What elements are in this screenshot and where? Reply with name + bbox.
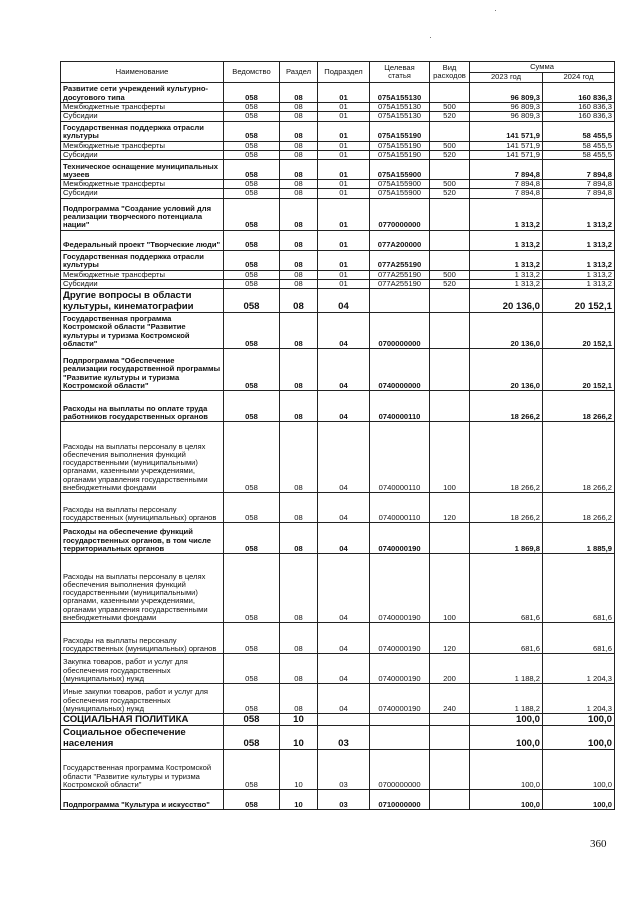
cell-razdel: 10 (280, 714, 318, 726)
cell-target-article: 077А255190 (370, 280, 430, 289)
cell-podrazdel: 04 (318, 422, 370, 493)
cell-razdel: 08 (280, 623, 318, 654)
cell-expense-type: 120 (430, 493, 470, 523)
cell-razdel: 08 (280, 121, 318, 141)
table-row (61, 103, 615, 112)
cell-vedomstvo: 058 (224, 493, 280, 523)
cell-name: Другие вопросы в области культуры, кинематографии (61, 289, 224, 313)
cell-sum-2024: 7 894,8 (543, 160, 615, 180)
cell-target-article: 0700000000 (370, 750, 430, 790)
cell-podrazdel: 03 (318, 726, 370, 750)
cell-sum-2023: 96 809,3 (470, 83, 543, 103)
cell-podrazdel: 01 (318, 280, 370, 289)
table-row (61, 684, 615, 714)
cell-sum-2024: 100,0 (543, 750, 615, 790)
cell-vedomstvo: 058 (224, 250, 280, 270)
cell-target-article: 075А155190 (370, 141, 430, 150)
cell-sum-2023: 100,0 (470, 750, 543, 790)
cell-name: Межбюджетные трансферты (61, 141, 224, 150)
header-year-2023: 2023 год (470, 73, 543, 83)
cell-name: СОЦИАЛЬНАЯ ПОЛИТИКА (61, 714, 224, 726)
cell-vedomstvo: 058 (224, 313, 280, 349)
cell-podrazdel: 04 (318, 684, 370, 714)
cell-razdel: 08 (280, 280, 318, 289)
cell-razdel: 08 (280, 83, 318, 103)
cell-razdel: 10 (280, 726, 318, 750)
cell-razdel: 08 (280, 313, 318, 349)
cell-podrazdel: 03 (318, 790, 370, 810)
cell-name: Закупка товаров, работ и услуг для обеспечения государственных (муниципальных) нужд (61, 654, 224, 684)
cell-sum-2024: 58 455,5 (543, 121, 615, 141)
cell-expense-type (430, 790, 470, 810)
cell-sum-2024: 7 894,8 (543, 180, 615, 189)
cell-vedomstvo: 058 (224, 270, 280, 279)
cell-target-article: 075А155130 (370, 112, 430, 121)
cell-razdel: 08 (280, 523, 318, 554)
cell-vedomstvo: 058 (224, 180, 280, 189)
cell-vedomstvo: 058 (224, 289, 280, 313)
cell-podrazdel: 04 (318, 349, 370, 391)
cell-sum-2024: 7 894,8 (543, 189, 615, 198)
cell-expense-type (430, 83, 470, 103)
cell-vedomstvo: 058 (224, 280, 280, 289)
cell-podrazdel: 04 (318, 391, 370, 422)
cell-name: Подпрограмма "Обеспечение реализации государственной программы "Развитие культуры и туризма Костромской области" (61, 349, 224, 391)
cell-sum-2023: 20 136,0 (470, 313, 543, 349)
cell-sum-2024: 681,6 (543, 554, 615, 623)
table-row (61, 83, 615, 103)
cell-sum-2024: 1 204,3 (543, 684, 615, 714)
cell-name: Подпрограмма "Создание условий для реализации творческого потенциала нации" (61, 198, 224, 230)
cell-target-article: 0740000110 (370, 422, 430, 493)
cell-target-article: 0740000190 (370, 654, 430, 684)
cell-target-article: 077А255190 (370, 250, 430, 270)
cell-target-article: 0740000110 (370, 493, 430, 523)
cell-expense-type (430, 121, 470, 141)
cell-sum-2023: 20 136,0 (470, 289, 543, 313)
cell-expense-type: 240 (430, 684, 470, 714)
cell-razdel: 08 (280, 189, 318, 198)
cell-sum-2023: 1 313,2 (470, 198, 543, 230)
cell-razdel: 08 (280, 349, 318, 391)
table-row (61, 112, 615, 121)
table-row (61, 289, 615, 313)
cell-target-article: 0740000110 (370, 391, 430, 422)
cell-name: Социальное обеспечение населения (61, 726, 224, 750)
header-target-article: Целевая статья (370, 62, 430, 83)
table-row (61, 280, 615, 289)
cell-name: Субсидии (61, 189, 224, 198)
cell-sum-2024: 160 836,3 (543, 112, 615, 121)
header-name: Наименование (61, 62, 224, 83)
cell-target-article (370, 714, 430, 726)
table-row (61, 714, 615, 726)
cell-vedomstvo: 058 (224, 684, 280, 714)
cell-podrazdel: 04 (318, 493, 370, 523)
cell-target-article: 0770000000 (370, 198, 430, 230)
cell-podrazdel: 01 (318, 230, 370, 250)
cell-podrazdel: 01 (318, 189, 370, 198)
cell-vedomstvo: 058 (224, 422, 280, 493)
header-sum: Сумма (470, 62, 615, 73)
cell-sum-2024: 1 313,2 (543, 280, 615, 289)
cell-name: Межбюджетные трансферты (61, 180, 224, 189)
cell-expense-type: 100 (430, 422, 470, 493)
table-row (61, 160, 615, 180)
cell-vedomstvo: 058 (224, 750, 280, 790)
cell-expense-type (430, 250, 470, 270)
cell-target-article: 0740000000 (370, 349, 430, 391)
cell-sum-2023: 1 869,8 (470, 523, 543, 554)
cell-target-article (370, 726, 430, 750)
cell-razdel: 08 (280, 391, 318, 422)
cell-expense-type (430, 726, 470, 750)
cell-name: Иные закупки товаров, работ и услуг для обеспечения государственных (муниципальных) нужд (61, 684, 224, 714)
cell-target-article: 0710000000 (370, 790, 430, 810)
cell-razdel: 10 (280, 750, 318, 790)
cell-podrazdel: 01 (318, 112, 370, 121)
cell-vedomstvo: 058 (224, 103, 280, 112)
cell-vedomstvo: 058 (224, 198, 280, 230)
cell-name: Федеральный проект "Творческие люди" (61, 230, 224, 250)
cell-sum-2023: 141 571,9 (470, 121, 543, 141)
cell-sum-2023: 141 571,9 (470, 141, 543, 150)
cell-target-article: 075А155190 (370, 150, 430, 159)
cell-name: Субсидии (61, 150, 224, 159)
cell-sum-2024: 1 204,3 (543, 654, 615, 684)
cell-vedomstvo: 058 (224, 654, 280, 684)
cell-expense-type: 500 (430, 270, 470, 279)
cell-target-article: 075А155900 (370, 180, 430, 189)
cell-vedomstvo: 058 (224, 230, 280, 250)
cell-sum-2023: 100,0 (470, 726, 543, 750)
cell-podrazdel: 04 (318, 523, 370, 554)
cell-name: Государственная поддержка отрасли культуры (61, 121, 224, 141)
page-number: 360 (590, 838, 607, 850)
cell-podrazdel: 01 (318, 103, 370, 112)
cell-sum-2024: 20 152,1 (543, 313, 615, 349)
table-row (61, 422, 615, 493)
cell-expense-type (430, 289, 470, 313)
table-row (61, 349, 615, 391)
cell-vedomstvo: 058 (224, 554, 280, 623)
cell-target-article: 075А155130 (370, 103, 430, 112)
cell-target-article: 0700000000 (370, 313, 430, 349)
table-row (61, 750, 615, 790)
table-row (61, 189, 615, 198)
cell-sum-2024: 18 266,2 (543, 391, 615, 422)
cell-razdel: 08 (280, 150, 318, 159)
cell-podrazdel: 01 (318, 160, 370, 180)
cell-target-article (370, 289, 430, 313)
cell-vedomstvo: 058 (224, 150, 280, 159)
cell-vedomstvo: 058 (224, 523, 280, 554)
cell-name: Техническое оснащение муниципальных музеев (61, 160, 224, 180)
cell-razdel: 08 (280, 493, 318, 523)
table-row (61, 141, 615, 150)
cell-sum-2023: 1 313,2 (470, 270, 543, 279)
cell-vedomstvo: 058 (224, 391, 280, 422)
table-row (61, 198, 615, 230)
cell-expense-type: 500 (430, 103, 470, 112)
cell-podrazdel: 04 (318, 654, 370, 684)
cell-razdel: 08 (280, 654, 318, 684)
cell-podrazdel (318, 714, 370, 726)
cell-name: Расходы на выплаты персоналу государственных (муниципальных) органов (61, 493, 224, 523)
cell-razdel: 08 (280, 180, 318, 189)
cell-name: Расходы на выплаты персоналу в целях обеспечения выполнения функций государственными (муниципальными) органами, казенными учреждениями, органами управления государственными внебюджетными фондами (61, 422, 224, 493)
table-row (61, 523, 615, 554)
cell-sum-2024: 681,6 (543, 623, 615, 654)
cell-expense-type (430, 391, 470, 422)
cell-vedomstvo: 058 (224, 83, 280, 103)
cell-razdel: 08 (280, 554, 318, 623)
cell-vedomstvo: 058 (224, 726, 280, 750)
cell-name: Государственная поддержка отрасли культуры (61, 250, 224, 270)
cell-name: Субсидии (61, 112, 224, 121)
cell-expense-type (430, 714, 470, 726)
table-row (61, 230, 615, 250)
cell-sum-2023: 20 136,0 (470, 349, 543, 391)
cell-sum-2024: 160 836,3 (543, 83, 615, 103)
cell-podrazdel: 01 (318, 198, 370, 230)
cell-sum-2023: 1 188,2 (470, 654, 543, 684)
header-podrazdel: Подраздел (318, 62, 370, 83)
cell-podrazdel: 04 (318, 623, 370, 654)
table-row (61, 493, 615, 523)
cell-vedomstvo: 058 (224, 790, 280, 810)
budget-table (60, 61, 615, 810)
cell-sum-2023: 681,6 (470, 623, 543, 654)
cell-target-article: 0740000190 (370, 523, 430, 554)
cell-expense-type: 520 (430, 112, 470, 121)
cell-target-article: 077А200000 (370, 230, 430, 250)
cell-sum-2023: 100,0 (470, 714, 543, 726)
cell-razdel: 08 (280, 684, 318, 714)
cell-expense-type: 200 (430, 654, 470, 684)
cell-target-article: 0740000190 (370, 684, 430, 714)
cell-sum-2023: 7 894,8 (470, 189, 543, 198)
header-expense-type: Вид расходов (430, 62, 470, 83)
cell-sum-2023: 100,0 (470, 790, 543, 810)
table-row (61, 180, 615, 189)
cell-sum-2023: 7 894,8 (470, 160, 543, 180)
cell-vedomstvo: 058 (224, 141, 280, 150)
cell-sum-2023: 1 313,2 (470, 230, 543, 250)
cell-name: Межбюджетные трансферты (61, 270, 224, 279)
cell-name: Государственная программа Костромской области "Развитие культуры и туризма Костромской области" (61, 313, 224, 349)
cell-vedomstvo: 058 (224, 349, 280, 391)
cell-name: Подпрограмма "Культура и искусство" (61, 790, 224, 810)
header-razdel: Раздел (280, 62, 318, 83)
cell-sum-2024: 1 313,2 (543, 230, 615, 250)
cell-sum-2024: 100,0 (543, 790, 615, 810)
cell-vedomstvo: 058 (224, 714, 280, 726)
cell-name: Государственная программа Костромской области "Развитие культуры и туризма Костромской области" (61, 750, 224, 790)
cell-razdel: 08 (280, 230, 318, 250)
cell-sum-2024: 18 266,2 (543, 493, 615, 523)
cell-expense-type: 100 (430, 554, 470, 623)
cell-sum-2023: 18 266,2 (470, 422, 543, 493)
header-vedomstvo: Ведомство (224, 62, 280, 83)
table-row (61, 250, 615, 270)
cell-sum-2023: 7 894,8 (470, 180, 543, 189)
cell-name: Расходы на выплаты персоналу в целях обеспечения выполнения функций государственными (муниципальными) органами, казенными учреждениями, органами управления государственными внебюджетными фондами (61, 554, 224, 623)
cell-podrazdel: 01 (318, 250, 370, 270)
cell-name: Межбюджетные трансферты (61, 103, 224, 112)
cell-name: Субсидии (61, 280, 224, 289)
cell-sum-2024: 18 266,2 (543, 422, 615, 493)
cell-expense-type (430, 313, 470, 349)
cell-sum-2024: 100,0 (543, 714, 615, 726)
cell-target-article: 0740000190 (370, 554, 430, 623)
cell-sum-2023: 96 809,3 (470, 103, 543, 112)
table-row (61, 654, 615, 684)
cell-razdel: 08 (280, 112, 318, 121)
cell-vedomstvo: 058 (224, 160, 280, 180)
cell-sum-2023: 18 266,2 (470, 493, 543, 523)
cell-vedomstvo: 058 (224, 189, 280, 198)
cell-expense-type: 500 (430, 180, 470, 189)
cell-podrazdel: 04 (318, 289, 370, 313)
cell-expense-type (430, 160, 470, 180)
cell-target-article: 077А255190 (370, 270, 430, 279)
cell-sum-2024: 100,0 (543, 726, 615, 750)
cell-sum-2024: 1 313,2 (543, 250, 615, 270)
cell-razdel: 08 (280, 422, 318, 493)
cell-sum-2024: 20 152,1 (543, 349, 615, 391)
cell-podrazdel: 01 (318, 270, 370, 279)
cell-podrazdel: 01 (318, 180, 370, 189)
cell-podrazdel: 03 (318, 750, 370, 790)
table-row (61, 391, 615, 422)
table-row (61, 270, 615, 279)
table-body (61, 83, 615, 810)
cell-name: Расходы на выплаты персоналу государственных (муниципальных) органов (61, 623, 224, 654)
table-row (61, 150, 615, 159)
cell-sum-2023: 18 266,2 (470, 391, 543, 422)
cell-sum-2024: 1 313,2 (543, 198, 615, 230)
cell-target-article: 075А155900 (370, 189, 430, 198)
table-row (61, 121, 615, 141)
cell-podrazdel: 04 (318, 554, 370, 623)
cell-razdel: 08 (280, 141, 318, 150)
cell-target-article: 075А155130 (370, 83, 430, 103)
header-year-2024: 2024 год (543, 73, 615, 83)
table-row (61, 790, 615, 810)
cell-name: Расходы на выплаты по оплате труда работников государственных органов (61, 391, 224, 422)
table-row (61, 726, 615, 750)
cell-vedomstvo: 058 (224, 112, 280, 121)
cell-expense-type (430, 198, 470, 230)
cell-sum-2024: 20 152,1 (543, 289, 615, 313)
cell-expense-type: 520 (430, 280, 470, 289)
table-row (61, 554, 615, 623)
cell-sum-2023: 141 571,9 (470, 150, 543, 159)
cell-expense-type (430, 523, 470, 554)
cell-expense-type (430, 750, 470, 790)
cell-razdel: 08 (280, 198, 318, 230)
table-row (61, 623, 615, 654)
budget-table-sheet (60, 61, 614, 810)
cell-expense-type: 500 (430, 141, 470, 150)
cell-sum-2023: 1 313,2 (470, 250, 543, 270)
scan-speck (495, 10, 496, 11)
cell-expense-type (430, 349, 470, 391)
cell-vedomstvo: 058 (224, 623, 280, 654)
cell-razdel: 10 (280, 790, 318, 810)
cell-sum-2023: 681,6 (470, 554, 543, 623)
cell-sum-2024: 58 455,5 (543, 150, 615, 159)
cell-razdel: 08 (280, 289, 318, 313)
cell-sum-2024: 1 313,2 (543, 270, 615, 279)
cell-vedomstvo: 058 (224, 121, 280, 141)
cell-razdel: 08 (280, 103, 318, 112)
scan-speck (430, 37, 431, 38)
cell-expense-type (430, 230, 470, 250)
cell-podrazdel: 01 (318, 83, 370, 103)
cell-expense-type: 520 (430, 150, 470, 159)
cell-razdel: 08 (280, 250, 318, 270)
cell-target-article: 075А155190 (370, 121, 430, 141)
cell-podrazdel: 04 (318, 313, 370, 349)
cell-target-article: 075А155900 (370, 160, 430, 180)
cell-target-article: 0740000190 (370, 623, 430, 654)
table-row (61, 313, 615, 349)
cell-podrazdel: 01 (318, 141, 370, 150)
cell-expense-type: 120 (430, 623, 470, 654)
cell-podrazdel: 01 (318, 121, 370, 141)
cell-podrazdel: 01 (318, 150, 370, 159)
cell-sum-2023: 1 313,2 (470, 280, 543, 289)
cell-sum-2024: 160 836,3 (543, 103, 615, 112)
cell-name: Развитие сети учреждений культурно-досугового типа (61, 83, 224, 103)
cell-sum-2023: 1 188,2 (470, 684, 543, 714)
cell-name: Расходы на обеспечение функций государственных органов, в том числе территориальных органов (61, 523, 224, 554)
cell-razdel: 08 (280, 160, 318, 180)
cell-expense-type: 520 (430, 189, 470, 198)
cell-razdel: 08 (280, 270, 318, 279)
cell-sum-2024: 1 885,9 (543, 523, 615, 554)
cell-sum-2024: 58 455,5 (543, 141, 615, 150)
cell-sum-2023: 96 809,3 (470, 112, 543, 121)
